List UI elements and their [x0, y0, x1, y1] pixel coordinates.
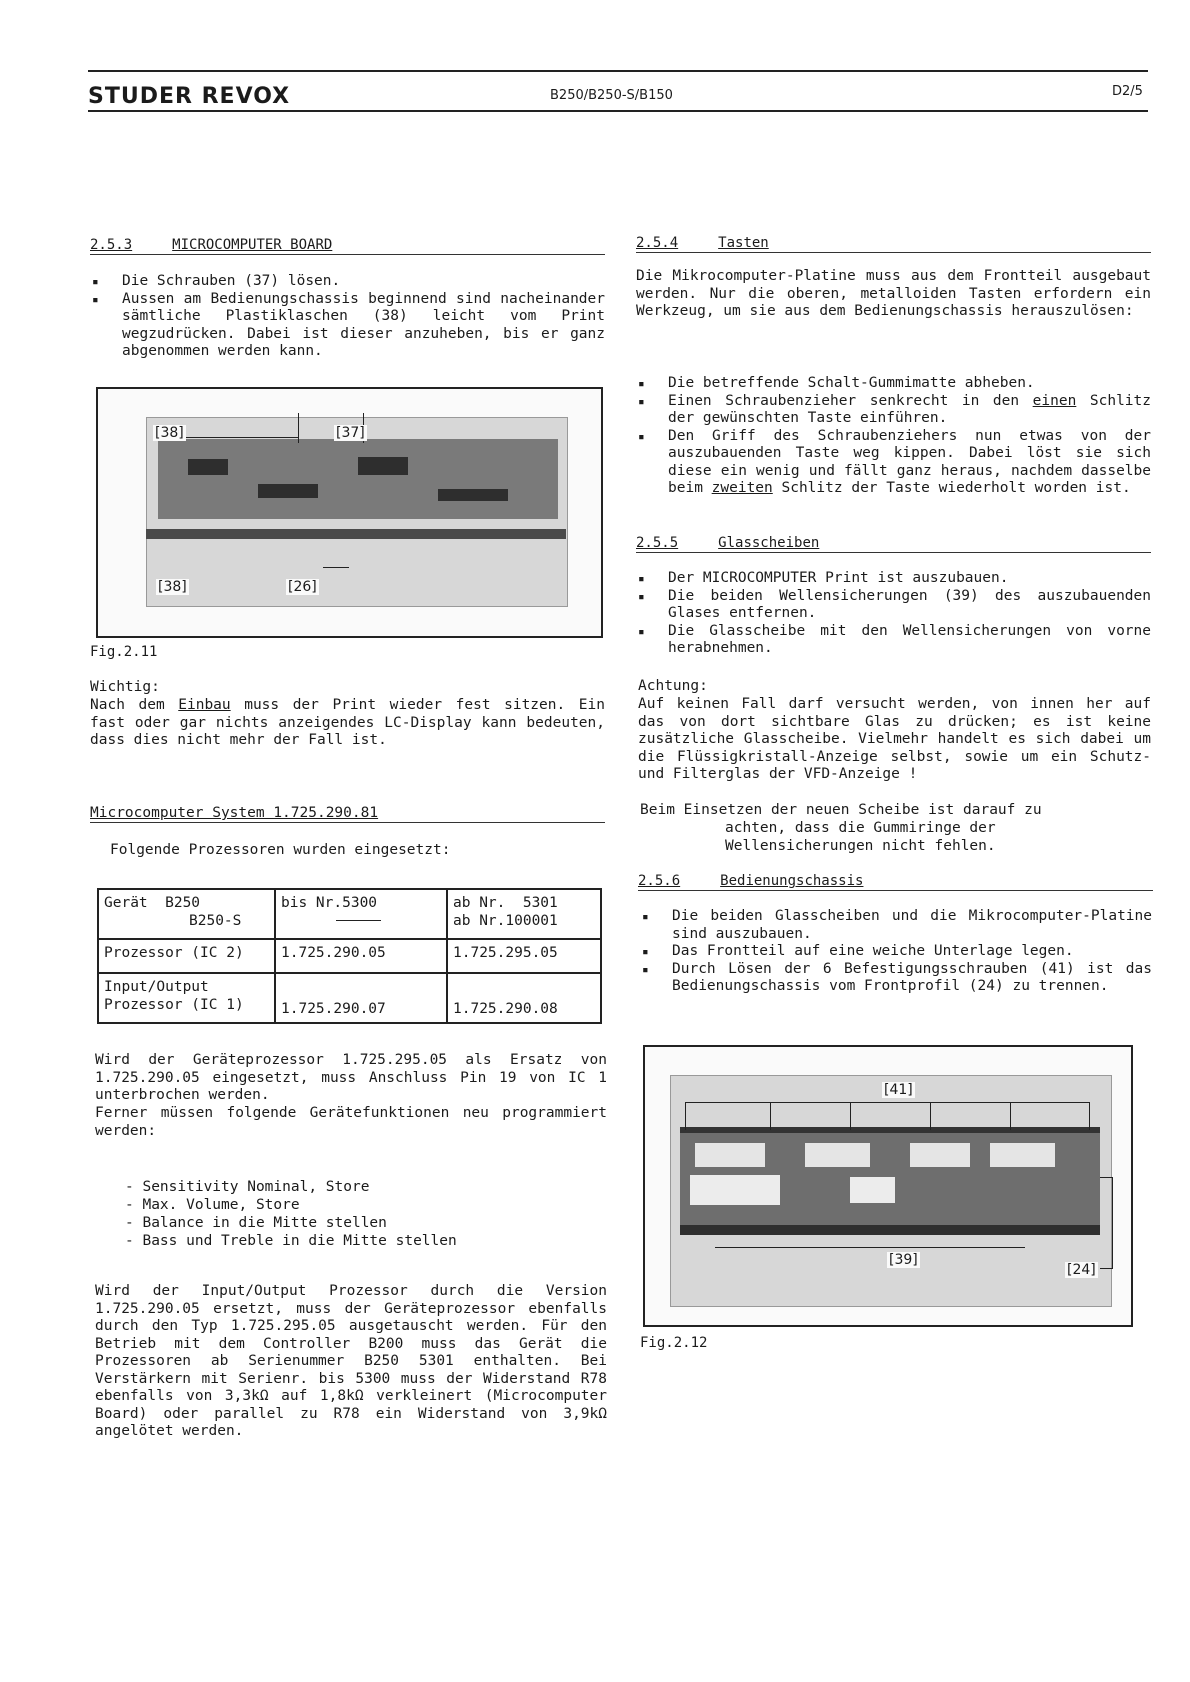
list-item: ▪ Die betreffende Schalt-Gummimatte abheben.: [636, 375, 1151, 393]
label-38-top: [38]: [155, 425, 184, 441]
label-39: [39]: [889, 1252, 918, 1268]
label-37: [37]: [336, 425, 365, 441]
underlined-word: Einbau: [178, 697, 231, 713]
einsetzen-line-1: Beim Einsetzen der neuen Scheibe ist darauf zu: [640, 802, 1042, 818]
tasten-paragraph: Die Mikrocomputer-Platine muss aus dem Frontteil ausgebaut werden. Nur die oberen, metalloiden Tasten erfordern ein Werkzeug, um sie aus dem Bedienungschassis herauszulösen:: [636, 268, 1151, 319]
dash-list: [125, 1178, 595, 1250]
io-paragraph: Wird der Input/Output Prozessor durch die Version 1.725.290.05 ersetzt, muss der Geräteprozessor ebenfalls durch den Typ 1.725.295.05 ausgetauscht werden. Für den Betrieb mit dem Controller B200 muss das Gerät die Prozessoren ab Serienummer B250 5301 enthalten. Bei Verstärkern mit Serienr. bis 5300 muss der Widerstand R78 ebenfalls von 3,3kΩ auf 1,8kΩ verkleinert (Microcomputer Board) oder parallel zu R78 ein Widerstand von 3,9kΩ angelötet werden.: [95, 1283, 607, 1439]
leader-line: [298, 413, 299, 443]
ferner-paragraph: Ferner müssen folgende Gerätefunktionen neu programmiert werden:: [95, 1105, 607, 1139]
section-title: MICROCOMPUTER BOARD: [172, 237, 333, 253]
bullet-list-2-5-5: [636, 570, 1151, 658]
table-cell: Prozessor (IC 2): [98, 939, 275, 973]
figure-2-11: [96, 387, 603, 638]
leader-line: [930, 1102, 931, 1130]
list-item: ▪ Die Glasscheibe mit den Wellensicherungen von vorne herabnehmen.: [636, 623, 1151, 658]
list-item: ▪ Durch Lösen der 6 Befestigungsschrauben (41) ist das Bedienungschassis vom Frontprofil (24) zu trennen.: [640, 961, 1152, 996]
section-rule: [636, 252, 1151, 253]
leader-line: [1010, 1102, 1011, 1130]
section-number: 2.5.6: [638, 873, 681, 889]
section-rule: [90, 254, 605, 255]
leader-line: [685, 1102, 1090, 1103]
list-item: ▪ Die beiden Wellensicherungen (39) des auszubauenden Glases entfernen.: [636, 588, 1151, 623]
chassis-part: [910, 1143, 970, 1167]
cell-text: ab Nr.100001: [453, 913, 558, 929]
cell-text: ab Nr. 5301: [453, 895, 558, 911]
text-run: Einen Schraubenzieher senkrecht in den: [668, 392, 1033, 409]
processor-table: [97, 888, 602, 1024]
table-row: [98, 889, 601, 939]
figure-caption-2-11: Fig.2.11: [90, 644, 158, 660]
leader-line: [323, 567, 349, 568]
system-title: [90, 805, 605, 823]
list-item: - Balance in die Mitte stellen: [125, 1215, 387, 1231]
figure-2-12: [643, 1045, 1133, 1327]
system-title-text: Microcomputer System 1.725.290.81: [90, 805, 379, 821]
text-run: muss der Print wieder fest sitzen. Ein fast oder gar nichts anzeigendes LC-Display kann bedeuten, dass dies nicht mehr der Fall ist.: [90, 697, 605, 748]
cell-text: Gerät B250: [104, 895, 201, 911]
list-item: ▪ Das Frontteil auf eine weiche Unterlage legen.: [640, 943, 1152, 961]
text-run: Nach dem: [90, 697, 179, 713]
section-heading-2-5-5: [636, 535, 1151, 551]
wichtig-heading: Wichtig:: [90, 679, 160, 695]
list-item: - Sensitivity Nominal, Store: [125, 1179, 370, 1195]
header-top-rule: [88, 70, 1148, 72]
einsetzen-line-2: achten, dass die Gummiringe der: [725, 820, 996, 836]
chip: [258, 484, 318, 498]
chip: [358, 457, 408, 475]
dash-line: [336, 920, 381, 921]
table-cell: 1.725.290.07: [275, 973, 447, 1023]
section-rule: [636, 552, 1151, 553]
label-41: [41]: [884, 1082, 913, 1098]
circuit-board: [158, 439, 558, 519]
chassis-bottom-edge: [680, 1225, 1100, 1235]
einsetzen-line-3: Wellensicherungen nicht fehlen.: [725, 838, 996, 854]
table-cell: 1.725.290.05: [275, 939, 447, 973]
table-cell: 1.725.295.05: [447, 939, 601, 973]
leader-line: [1089, 1102, 1090, 1130]
list-item: ▪ Aussen am Bedienungschassis beginnend sind nacheinander sämtliche Plastiklaschen (38) leicht vom Print wegzudrücken. Dabei ist dieser anzuheben, bis er ganz abgenommen werden kann.: [90, 291, 605, 361]
section-number: 2.5.4: [636, 235, 679, 251]
list-item: [636, 393, 1151, 428]
chip: [188, 459, 228, 475]
wichtig-paragraph: [90, 697, 605, 750]
section-heading-2-5-6: [638, 873, 1153, 889]
leader-line: [715, 1247, 1025, 1248]
cell-text: bis Nr.5300: [281, 895, 378, 911]
leader-line: [850, 1102, 851, 1130]
section-title: Glasscheiben: [718, 535, 820, 551]
leader-line: [183, 437, 298, 438]
leader-line: [685, 1102, 686, 1130]
table-cell: [98, 973, 275, 1023]
board-frame-edge: [146, 529, 566, 539]
ersatz-paragraph: Wird der Geräteprozessor 1.725.295.05 als Ersatz von 1.725.290.05 eingesetzt, muss Anschluss Pin 19 von IC 1 unterbrochen werden.: [95, 1052, 607, 1103]
underlined-word: zweiten: [711, 480, 773, 496]
bracket-line: [1100, 1177, 1113, 1269]
chassis-part: [695, 1143, 765, 1167]
chassis-part: [690, 1175, 780, 1205]
list-item: ▪ Die Schrauben (37) lösen.: [90, 273, 605, 291]
system-rule: [90, 822, 605, 823]
chassis-part: [850, 1177, 895, 1203]
table-cell: [275, 889, 447, 939]
list-item: - Max. Volume, Store: [125, 1197, 300, 1213]
text-run: Schlitz der Taste wiederholt worden ist.: [772, 480, 1131, 496]
text-run: Den Griff des Schraubenziehers nun etwas von der auszubauenden Taste weg kippen. Dabei löst sie sich diese ein wenig und fällt ganz heraus, nachdem dasselbe beim: [668, 427, 1151, 496]
section-heading-2-5-4: [636, 235, 1151, 251]
model-number: B250/B250-S/B150: [550, 88, 673, 103]
table-row: [98, 939, 601, 973]
achtung-paragraph: Auf keinen Fall darf versucht werden, von innen her auf das von dort sichtbare Glas zu drücken; es ist keine zusätzliche Glasscheibe. Vielmehr handelt es sich dabei um die Flüssigkristall-Anzeige selbst, sowie um ein Schutz- und Filterglas der VFD-Anzeige !: [638, 696, 1151, 782]
page-number: D2/5: [1112, 84, 1143, 99]
cell-text: Prozessor (IC 1): [104, 997, 244, 1013]
brand-logo: STUDER REVOX: [88, 84, 291, 109]
section-title: Tasten: [718, 235, 769, 251]
table-cell: 1.725.290.08: [447, 973, 601, 1023]
label-38-bottom: [38]: [158, 579, 187, 595]
bullet-list-2-5-4: [636, 375, 1151, 498]
section-heading-2-5-3: [90, 237, 605, 253]
list-item: ▪ Der MICROCOMPUTER Print ist auszubauen.: [636, 570, 1151, 588]
table-cell: [447, 889, 601, 939]
underlined-word: einen: [1032, 392, 1077, 409]
chassis-part: [805, 1143, 870, 1167]
section-number: 2.5.3: [90, 237, 133, 253]
label-26: [26]: [288, 579, 317, 595]
cell-text: Input/Output: [104, 979, 209, 995]
achtung-heading: Achtung:: [638, 678, 708, 694]
table-cell: [98, 889, 275, 939]
section-rule: [638, 890, 1153, 891]
system-intro: Folgende Prozessoren wurden eingesetzt:: [110, 842, 451, 858]
list-item: [636, 428, 1151, 498]
text-run: Schlitz der gewünschten Taste einführen.: [668, 392, 1151, 426]
cell-text: B250-S: [189, 913, 242, 929]
section-title: Bedienungschassis: [720, 873, 864, 889]
bullet-list-2-5-3: [90, 273, 605, 361]
header-bottom-rule: [88, 110, 1148, 112]
chassis-part: [990, 1143, 1055, 1167]
bullet-list-2-5-6: [640, 908, 1152, 996]
table-row: [98, 973, 601, 1023]
list-item: - Bass und Treble in die Mitte stellen: [125, 1233, 457, 1249]
list-item: ▪ Die beiden Glasscheiben und die Mikrocomputer-Platine sind auszubauen.: [640, 908, 1152, 943]
section-number: 2.5.5: [636, 535, 679, 551]
chip: [438, 489, 508, 501]
leader-line: [770, 1102, 771, 1130]
figure-caption-2-12: Fig.2.12: [640, 1335, 708, 1351]
label-24: [24]: [1067, 1262, 1096, 1278]
